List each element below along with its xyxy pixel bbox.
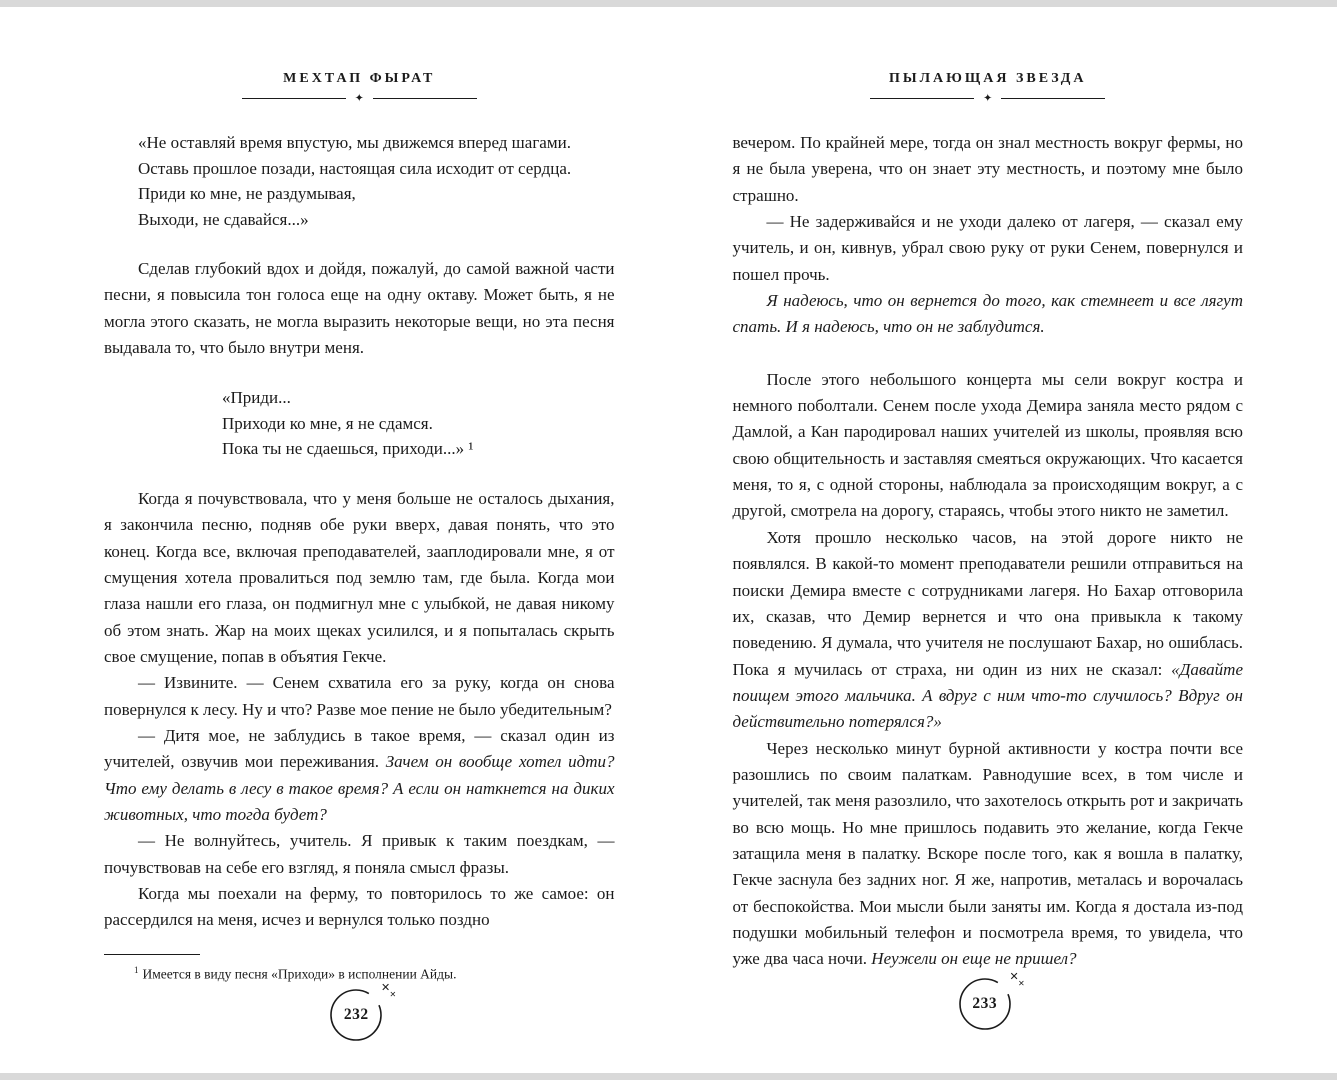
text-run: — Дитя мое, не заблудись в такое время, — сказал один из учителей, озвучив мои переживания. (104, 725, 615, 772)
italic-text-run: Зачем он вообще хотел идти? Что ему делать в лесу в такое время? А если он наткнется на диких животных, что тогда будет? (104, 752, 615, 824)
page-number-ornament (956, 970, 1024, 1035)
italic-text-run: Неужели он еще не пришел? (871, 949, 1077, 969)
text-run: — Извините. — Сенем схватила его за руку, когда он снова повернулся к лесу. Ну и что? Разве мое пение не было убедительным? (104, 673, 615, 719)
page-number: 233 (972, 994, 998, 1012)
page-footer (104, 984, 615, 1046)
verse-line: «Приди... (222, 388, 291, 408)
verse-line: «Не оставляй время впустую, мы движемся вперед шагами. (138, 133, 571, 152)
paragraph (733, 209, 1244, 288)
paragraph (733, 288, 1244, 341)
page-footer (733, 970, 1244, 1035)
ornament-line (1001, 98, 1105, 99)
diamond-icon: ✦ (983, 92, 993, 105)
verse-line: Пока ты не сдаешься, приходи...» ¹ (222, 439, 474, 459)
paragraph (104, 881, 615, 934)
sketch-star-icon-small: ✕ (1018, 978, 1024, 988)
verse-line: Оставь прошлое позади, настоящая сила исходит от сердца. (138, 158, 572, 178)
verse-block (104, 130, 615, 232)
footnote (104, 954, 615, 984)
running-header-right (733, 72, 1244, 104)
text-run: вечером. По крайней мере, тогда он знал местность вокруг фермы, но я не была уверена, что он знает эту местность, и поэтому мне было страшно. (732, 133, 1243, 205)
text-run: Когда мы поехали на ферму, то повторилось то же самое: он рассердился на меня, исчез и вернулся только поздно (104, 884, 615, 930)
paragraph (104, 723, 615, 828)
page-number-ornament (327, 982, 396, 1046)
page-left (104, 0, 615, 1080)
header-ornament (104, 93, 615, 104)
page-title: ПЫЛАЮЩАЯ ЗВЕЗДА (888, 71, 1087, 86)
verse-line: Выходи, не сдавайся...» (138, 209, 309, 229)
diamond-icon: ✦ (354, 92, 364, 105)
ornament-line (373, 98, 477, 99)
text-run: Через несколько минут бурной активности у костра почти все разошлись по своим палаткам. Равнодушие всех, в том числе и учителей, так меня разозлило, что захотелось открыть рот и закричать во всю мощь. Но мне пришлось подавить это желание, когда Гекче затащила меня в палатку. Вскоре после того, как я вошла в палатку, Гекче заснула без задних ног. Я же, напротив, металась и ворочалась от беспокойства. Мои мысли были заняты им. Когда я достала из-под подушки мобильный телефон и посмотрела время, то увидела, что уже два часа ночи. (732, 738, 1243, 969)
page-content (733, 130, 1244, 973)
paragraph (104, 486, 615, 670)
page-number: 232 (343, 1006, 369, 1024)
paragraph (733, 525, 1244, 736)
verse-block (104, 385, 615, 462)
paragraph (104, 256, 615, 361)
italic-text-run: Я надеюсь, что он вернется до того, как стемнеет и все лягут спать. И я надеюсь, что он не заблудится. (732, 291, 1243, 337)
text-run: — Не волнуйтесь, учитель. Я привык к таким поездкам, — почувствовав на себе его взгляд, я поняла смысл фразы. (104, 831, 615, 877)
text-run: Когда я почувствовала, что у меня больше не осталось дыхания, я закончила песню, подняв обе руки вверх, давая понять, что это конец. Когда все, включая преподавателей, зааплодировали мне, я от смущения хотела провалиться под землю там, где была. Когда мои глаза нашли его глаза, он подмигнул мне с улыбкой, не давая никому об этом знать. Жар на моих щеках усилился, и я попыталась скрыть свое смущение, попав в объятия Гекче. (104, 488, 615, 666)
scan-edge-bottom (0, 1073, 1337, 1080)
sketch-star-icon: ✕ (1009, 970, 1018, 983)
paragraph (733, 736, 1244, 973)
page-title: МЕХТАП ФЫРАТ (283, 71, 436, 86)
italic-text-run: «Давайте поищем этого мальчика. А вдруг с ним что-то случилось? Вдруг он действительно потерялся?» (732, 659, 1243, 732)
footnote-line (104, 964, 615, 984)
sketch-star-icon: ✕ (381, 982, 390, 995)
scan-edge-top (0, 0, 1337, 7)
page-content (104, 130, 615, 934)
ornament-line (870, 98, 974, 99)
text-run: Сделав глубокий вдох и дойдя, пожалуй, до самой важной части песни, я повысила тон голоса еще на одну октаву. Может быть, я не могла этого сказать, не могла выразить некоторые вещи, но эта песня выдавала то, что было внутри меня. (104, 259, 615, 358)
header-ornament (733, 93, 1244, 104)
text-run: Хотя прошло несколько часов, на этой дороге никто не появлялся. В какой-то момент преподаватели решили отправиться на поиски Демира вместе с сотрудниками лагеря. Но Бахар отговорила их, сказав, что Демир вернется и что она привыкла к такому поведению. Я думала, что учителя не послушают Бахар, но ошиблась. Пока я мучилась от страха, ни один из них не сказал: (732, 527, 1243, 679)
footnote-text: Имеется в виду песня «Приходи» в исполнении Айды. (142, 966, 457, 982)
page-right (733, 0, 1244, 1080)
verse-line: Приходи ко мне, я не сдамся. (222, 413, 433, 433)
paragraph (733, 130, 1244, 209)
paragraph (733, 367, 1244, 525)
paragraph (104, 828, 615, 881)
verse-line: Приди ко мне, не раздумывая, (138, 184, 356, 203)
footnote-mark: 1 (134, 964, 139, 975)
paragraph (104, 670, 615, 723)
running-header-left (104, 72, 615, 104)
ornament-line (242, 98, 346, 99)
text-run: — Не задерживайся и не уходи далеко от лагеря, — сказал ему учитель, и он, кивнув, убрал свою руку от руки Сенем, повернулся и пошел прочь. (732, 212, 1243, 284)
text-run: После этого небольшого концерта мы сели вокруг костра и немного поболтали. Сенем после ухода Демира заняла место рядом с Дамлой, а Кан пародировал наших учителей из школы, проявляя всю свою общительность и заставляя смеяться окружающих. Что касается меня, то я, с одной стороны, наблюдала за происходящим вокруг, а с другой, смотрела на дорогу, стараясь, чтобы этого никто не заметил. (732, 369, 1243, 521)
sketch-star-icon-small: ✕ (389, 990, 396, 1000)
